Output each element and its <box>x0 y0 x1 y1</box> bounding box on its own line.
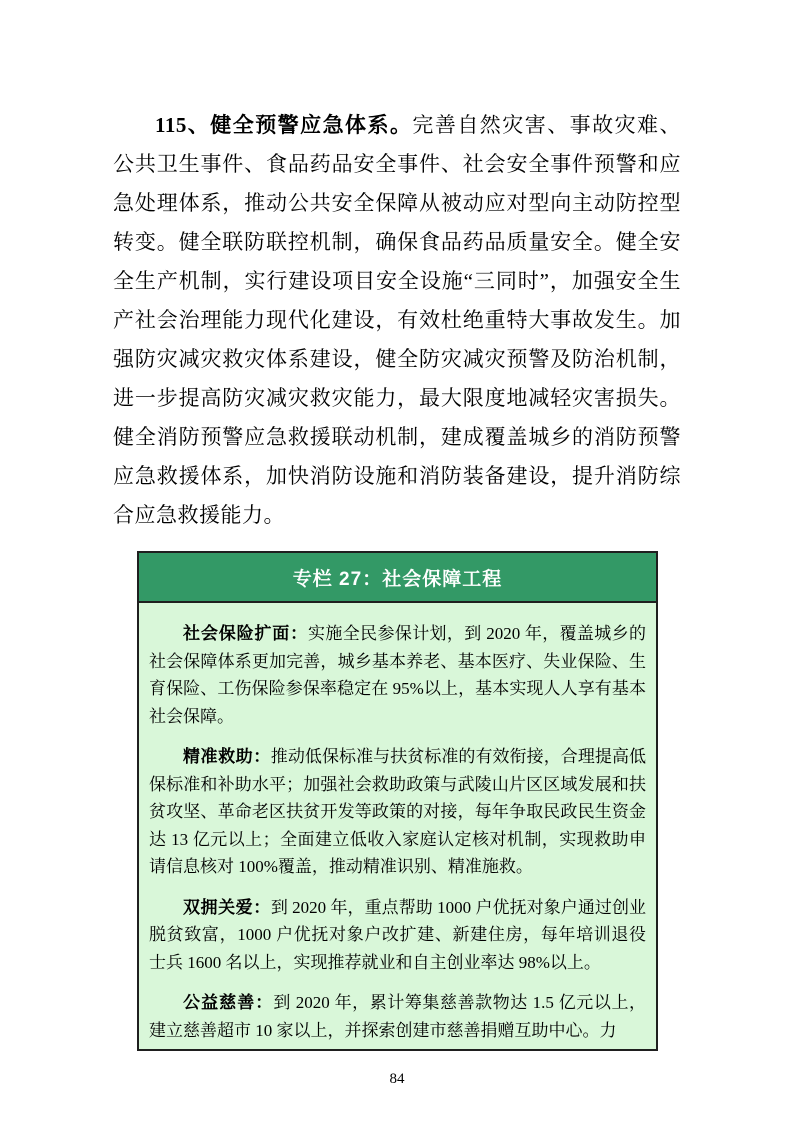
box-paragraph-social-insurance <box>149 620 646 730</box>
box-paragraph-precise-relief-lead: 精准救助： <box>183 747 271 766</box>
box-paragraph-social-insurance-lead: 社会保险扩面： <box>183 624 309 643</box>
box-paragraph-veteran-care <box>149 894 646 977</box>
box-paragraph-social-insurance-text: 实施全民参保计划，到 2020 年，覆盖城乡的社会保障体系更加完善，城乡基本养老、基本医疗、失业保险、生育保险、工伤保险参保率稳定在 95%以上，基本实现人人享有基本社会保障。 <box>149 624 647 726</box>
box-paragraph-charity-text: 到 2020 年，累计筹集慈善款物达 1.5 亿元以上，建立慈善超市 10 家以上，并探索创建市慈善捐赠互助中心。力 <box>149 993 647 1040</box>
box-paragraph-veteran-care-lead: 双拥关爱： <box>183 897 271 917</box>
box-paragraph-charity <box>149 989 646 1044</box>
paragraph-115-heading: 115、健全预警应急体系。 <box>155 113 413 137</box>
page-number: 84 <box>389 1071 405 1087</box>
paragraph-115-body: 完善自然灾害、事故灾难、公共卫生事件、食品药品安全事件、社会安全事件预警和应急处理体系，推动公共安全保障从被动应对型向主动防控型转变。健全联防联控机制，确保食品药品质量安全。健全安全生产机制，实行建设项目安全设施“三同时”，加强安全生产社会治理能力现代化建设，有效杜绝重特大事故发生。加强防灾减灾救灾体系建设，健全防灾减灾预警及防治机制，进一步提高防灾减灾救灾能力，最大限度地减轻灾害损失。健全消防预警应急救援联动机制，建成覆盖城乡的消防预警应急救援体系，加快消防设施和消防装备建设，提升消防综合应急救援能力。 <box>113 113 681 527</box>
box-paragraph-veteran-care-text: 到 2020 年，重点帮助 1000 户优抚对象户通过创业脱贫致富，1000 户优抚对象户改扩建、新建住房，每年培训退役士兵 1600 名以上，实现推荐就业和自主创业率达 98%以上。 <box>149 897 647 972</box>
box-paragraph-charity-lead: 公益慈善： <box>183 993 274 1012</box>
feature-box-header <box>137 551 658 603</box>
box-paragraph-precise-relief-text: 推动低保标准与扶贫标准的有效衔接，合理提高低保标准和补助水平；加强社会救助政策与武陵山片区区域发展和扶贫攻坚、革命老区扶贫开发等政策的对接，每年争取民政民生资金达 13 亿元以上；全面建立低收入家庭认定核对机制，实现救助申请信息核对 100%覆盖，推动精准识别、精准施救。 <box>149 747 647 876</box>
feature-box-27 <box>137 551 658 1051</box>
box-paragraph-precise-relief <box>149 743 646 881</box>
feature-box-title: 专栏 27：社会保障工程 <box>292 569 503 590</box>
feature-box-body <box>137 603 658 1051</box>
paragraph-115 <box>113 106 681 535</box>
